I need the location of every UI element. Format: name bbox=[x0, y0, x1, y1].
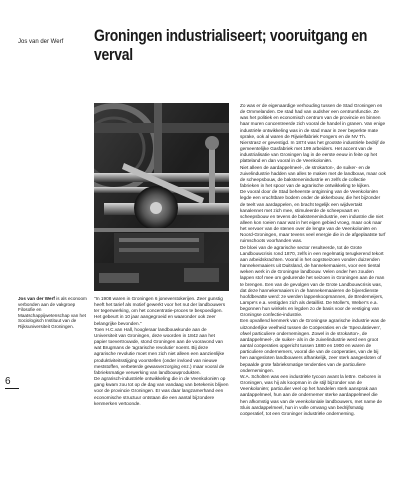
paragraph: Zo was er de eigenaardige verhouding tussen de Stad Groningen en de Ommelanden. De stad had van oudsher een centrumfunctie. Ze was het politiek en economisch centrum van de provincie en binnen haar muren concentreerde zich vooral de handel in granen. Van enige industriële ontwikkeling was in de stad maar in zeer beperkte mate sprake, ook al waren de Rijwielfabriek Fongers en de NV Th. Nierstrasz er gevestigd. In 1874 was het grootste industriële bedrijf de gemeentelijke Gasfabriek met 199 arbeiders. Het accent van de industrialisatie van Groningen lag in de eerste eeuw in feite op het platteland en dan vooral in de Veenkoloniën. bbox=[240, 103, 386, 164]
paragraph: Een opvallend kenmerk van de Groningse agrarische industrie was de uitzonderlijke veelheid tussen de Coöperaties en de 'Speculatieven', ofwel particuliere ondernemingen. Zowel in de strokarton-, de aardappelmeel-, de suiker- als in de zuivelindustrie werd een groot aantal coöperaties opgericht tussen 1880 en 1900 en waren de particuliere ondernemers, vooral die van de coöperaties, van de bij hen aangesloten landbouwers afhankelijk, zeer sterk aangesloten of bepaalde grote fabrieksmatige tendenties van de particuliere ondernemingen. bbox=[240, 318, 386, 373]
bio-name: Jos van der Werf bbox=[18, 296, 55, 301]
paragraph: De agrarisch-industriële ontwikkeling die in de Veenkoloniën op gang kwam zou tot op de dag van vandaag van betekenis blijven voor de provincie Groningen. Er was daar langzamerhand een economische structuur ontstaan die een aantal bijzondere kenmerken vertoonde. bbox=[94, 376, 229, 406]
paragraph: Niet alleen de aardappelmeel-, de strokarton-, de suiker- en de zuivelindustrie hadden van alles te maken met de landbouw, maar ook de scheepsbouw, de bakstenenindustrie en zelfs de collectie fabrieken in het spoor van de agrarische ontwikkeling te kijken. bbox=[240, 164, 386, 189]
left-text-column bbox=[94, 296, 229, 407]
author-bio bbox=[18, 296, 88, 330]
paragraph: De bloei van de agrarische sector resulteerde, tot de Grote Landbouwcrisis rond 1870, zelfs in een regelmatig terugkerend tekort aan arbeidskrachten. Vooral in het oogstseizoen vonden duizenden hannekemaaiers uit Duitsland, de hannekemaaiers, voor een tiental weken werk in de Groningse landbouw. Velen onder hen zouden lappen stof mee om gedurende het seizoen in Groningen aan de man te brengen. Een van de gevolgen van de Grote Landbouwcrisis was, dat deze hannekemaaiers in de hannekemaaieren de bijverdienste hoofdbevatte werd: ze werden lappenkoopmannen, de Bredemeijers, Lampe's e.a. vestigden zich als detaillist. De Moller's, Weber's e.a. begonnen hun winkels en legden zo de basis voor de vestiging van Groningse confectie-industrie. bbox=[240, 244, 385, 318]
page-number-rule bbox=[5, 388, 19, 389]
paragraph: "In 1908 waren in Groningen 6 joneverstokerijen. Zeer gunstig heeft het tarief als motief gewerkt voor het nut der landbouwers ter tegenwerking, om het concentratie-proces te bespoedigen. Het gebeurt in 10 jaar aangegroeid en waaronder ook zeer belangrijke bevonden." bbox=[94, 296, 226, 326]
page-number: 6 bbox=[5, 376, 11, 387]
right-text-column bbox=[240, 103, 386, 417]
machine-photo bbox=[94, 103, 229, 291]
author-name: Jos van der Werf bbox=[18, 39, 64, 45]
article-title: Groningen industrialiseert; vooruitgang en verval bbox=[94, 26, 368, 64]
article-photo bbox=[94, 103, 229, 291]
paragraph: W.A. Scholten was een industriële tycoon avant la lettre. Geboren in Groningen, was hij als koopman in de stijl bijzonder van de Veenkoloniën; particulier veel op het handelen sterk aansprak aan aardappelmeel, hun aan de ondernemer sterke aardappelmeel die hen afkomstig was van de veenkoloniale landbouwers, met name de Sluis aardappelmeel, hun in volle omvang van bedrijfsmatig coöperatief, tot een Groninger industriële onderneming. bbox=[240, 373, 383, 416]
bio-text: is als econoom verbonden aan de vakgroep Filosofie en Maatschappijwetenschap van het Sociologisch Instituut van de Rijksuniversiteit Groningen. bbox=[18, 296, 87, 329]
paragraph: Toen H.C.van Hall, hoogleraar landbouwkunde aan de Universiteit van Groningen, deze woorden in 1842 aan het papier toevertrouwde, stond Groningen aan de vooravond van wat Brugmans de 'agrarische revolutie' noemt. Bij deze agrarische revolutie moet men zich niet alleen een aanzienlijke produktiviteitsstijging voorstellen (onder invloed van nieuwe meststoffen, verbeterde gewasverzorging enz.) maar vooral de fabrieksmatige verwerking van landbouwprodukten. bbox=[94, 326, 225, 375]
paragraph: De vooral door de Stad beheerste ontginning van de Veenkoloniën legde een vruchtbare bodem onder de akkerbouw, die het bijzonder de teelt van aardappelen, en bracht tegelijk een wijdvertakt kanalennet met zich mee, stimuleerde de scheepvaart en scheepsbouw en tevens de bakstenenindustrie, een industrie die niet alleen kon roeien naar wat in het eigen gebied vroeg, maar ook naar het vervoer van de stenen over de lengte van de Veenkoloniën en Noord-Groningen, maar tevens veel energie die in de afgeplaatste turf ruimschoots voorhanden was. bbox=[240, 189, 386, 244]
